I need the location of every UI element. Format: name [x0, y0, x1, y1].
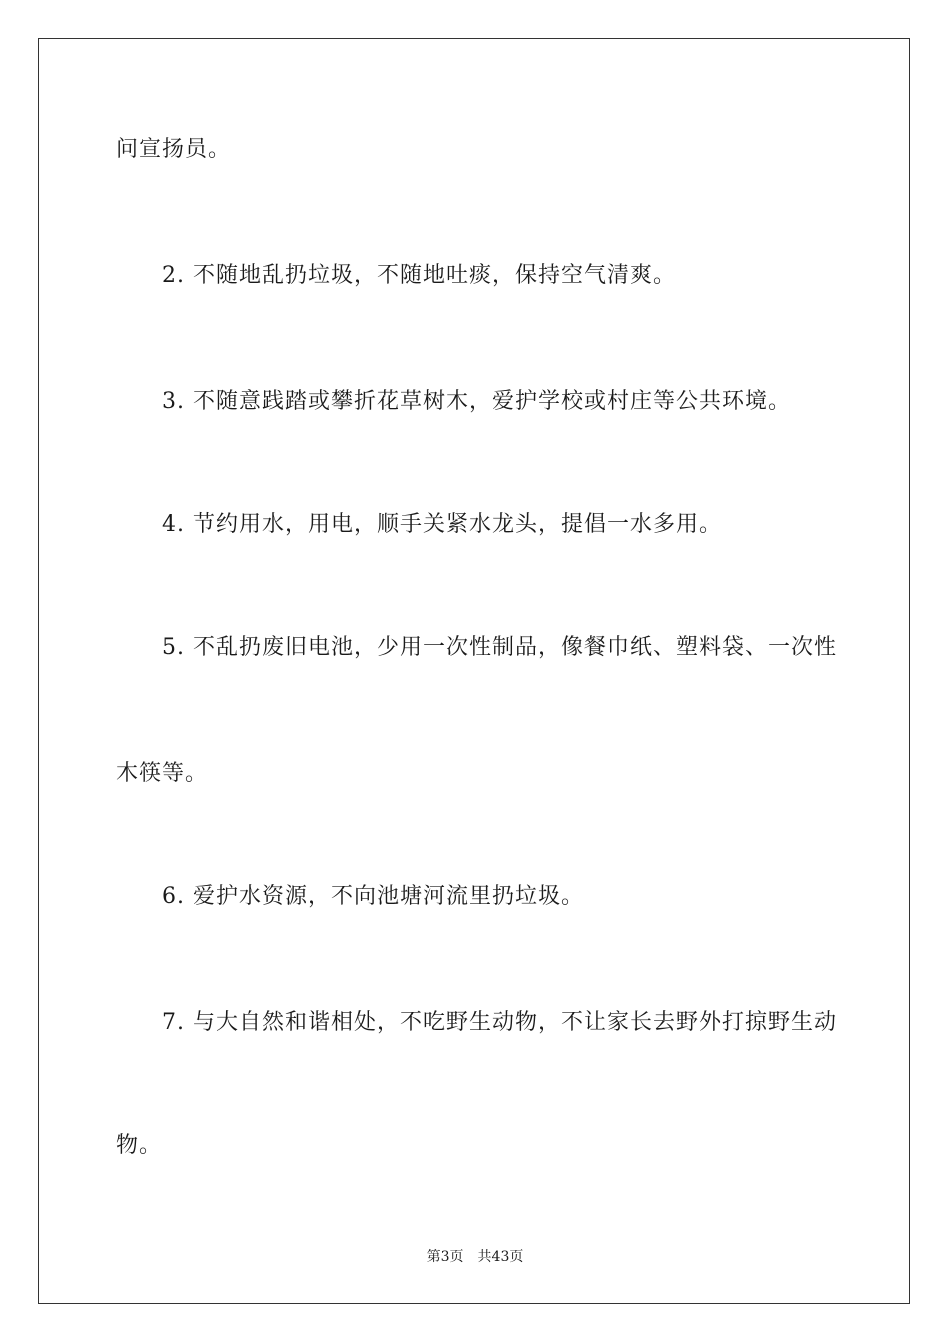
list-item-2: 2. 不随地乱扔垃圾，不随地吐痰，保持空气清爽。	[162, 263, 676, 288]
list-item-3: 3. 不随意践踏或攀折花草树木，爱护学校或村庄等公共环境。	[162, 389, 791, 414]
list-item-5-continuation: 木筷等。	[116, 761, 209, 786]
page-total: 共43页	[477, 1249, 524, 1265]
page-number: 第3页	[426, 1249, 464, 1265]
page-frame	[38, 38, 910, 1304]
list-item-7-continuation: 物。	[116, 1133, 163, 1158]
list-item-7: 7. 与大自然和谐相处，不吃野生动物，不让家长去野外打掠野生动	[162, 1010, 837, 1035]
list-item-5: 5. 不乱扔废旧电池，少用一次性制品，像餐巾纸、塑料袋、一次性	[162, 635, 837, 660]
text-line-continuation: 问宣扬员。	[116, 137, 232, 162]
list-item-6: 6. 爱护水资源，不向池塘河流里扔垃圾。	[162, 884, 584, 909]
list-item-4: 4. 节约用水，用电，顺手关紧水龙头，提倡一水多用。	[162, 512, 722, 537]
page-footer	[0, 1248, 950, 1266]
